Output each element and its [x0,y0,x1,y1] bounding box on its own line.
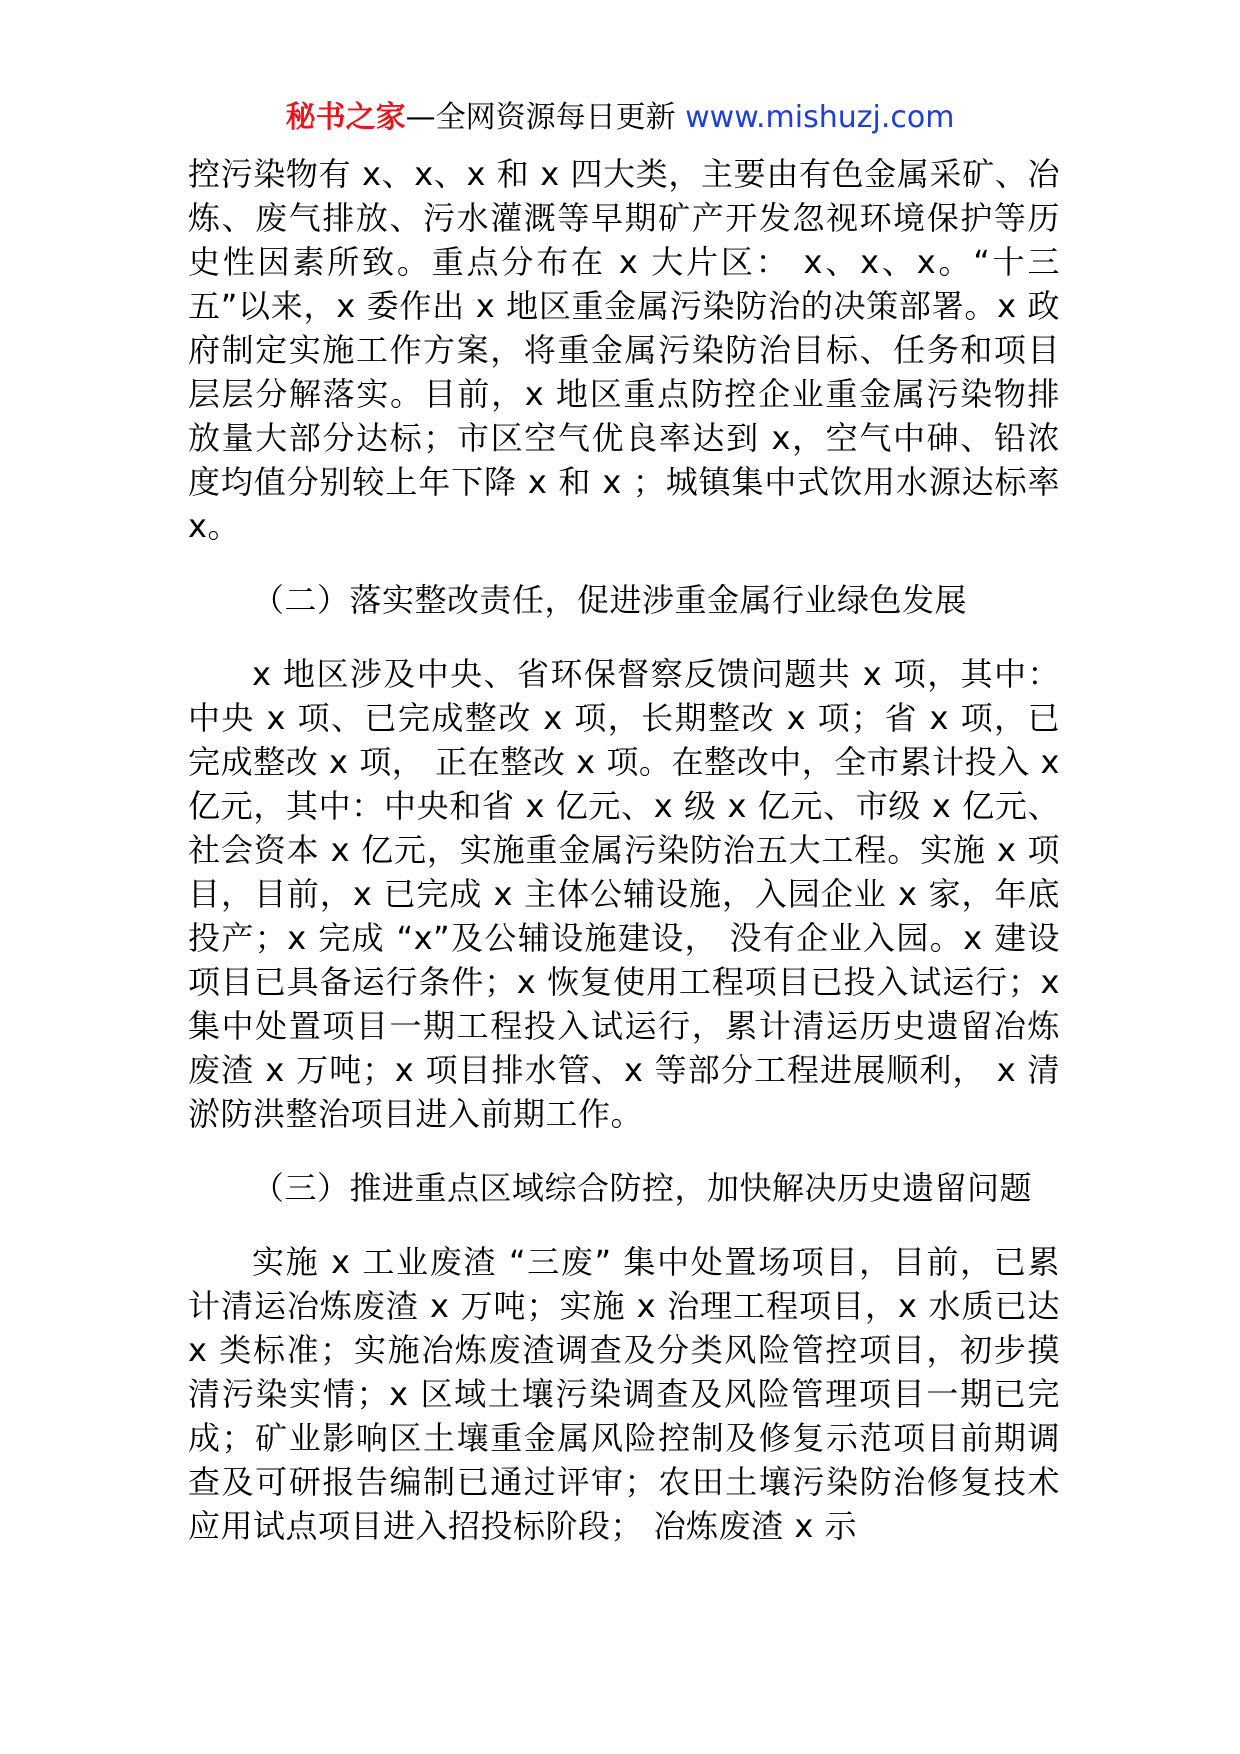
site-url-link[interactable]: www.mishuzj.com [685,100,955,135]
header-tagline: —全网资源每日更新 [405,100,676,135]
paragraph-rectification: x 地区涉及中央、省环保督察反馈问题共 x 项，其中：中央 x 项、已完成整改 x 项，长期整改 x 项；省 x 项，已完成整改 x 项， 正在整改 x 项。在整改中，全市累计投入 x 亿元，其中：中央和省 x 亿元、x 级 x 亿元、市级 x 亿元、社会资本 x 亿元，实施重金属污染防治五大工程。实施 x 项目，目前，x 已完成 x 主体公辅设施，入园企业 x 家，年底投产；x 完成 “x”及公辅设施建设， 没有企业入园。x 建设项目已具备运行条件；x 恢复使用工程项目已投入试运行；x 集中处置项目一期工程投入试运行，累计清运历史遗留冶炼废渣 x 万吨；x 项目排水管、x 等部分工程进展顺利， x 清淤防洪整治项目进入前期工作。 [188,655,1060,1133]
brand-name: 秘书之家 [285,100,406,135]
site-header [0,98,1240,138]
section-heading-2: （二）落实整改责任，促进涉重金属行业绿色发展 [252,581,968,619]
paragraph-regional-control: 实施 x 工业废渣 “三废” 集中处置场项目，目前，已累计清运冶炼废渣 x 万吨；实施 x 治理工程项目，x 水质已达 x 类标准；实施冶炼废渣调查及分类风险管控项目，初步摸清污染实情；x 区域土壤污染调查及风险管理项目一期已完成；矿业影响区土壤重金属风险控制及修复示范项目前期调查及可研报告编制已通过评审；农田土壤污染防治修复技术应用试点项目进入招投标阶段； 冶炼废渣 x 示 [188,1243,1060,1545]
section-heading-3: （三）推进重点区域综合防控，加快解决历史遗留问题 [252,1169,1033,1207]
document-body [188,152,1060,1548]
paragraph-overview: 控污染物有 x、x、x 和 x 四大类，主要由有色金属采矿、冶炼、废气排放、污水灌溉等早期矿产开发忽视环境保护等历史性因素所致。重点分布在 x 大片区： x、x、x。“十三五”以来，x 委作出 x 地区重金属污染防治的决策部署。x 政府制定实施工作方案，将重金属污染防治目标、任务和项目层层分解落实。目前，x 地区重点防控企业重金属污染物排放量大部分达标；市区空气优良率达到 x，空气中砷、铅浓度均值分别较上年下降 x 和 x ；城镇集中式饮用水源达标率 x。 [188,155,1060,545]
